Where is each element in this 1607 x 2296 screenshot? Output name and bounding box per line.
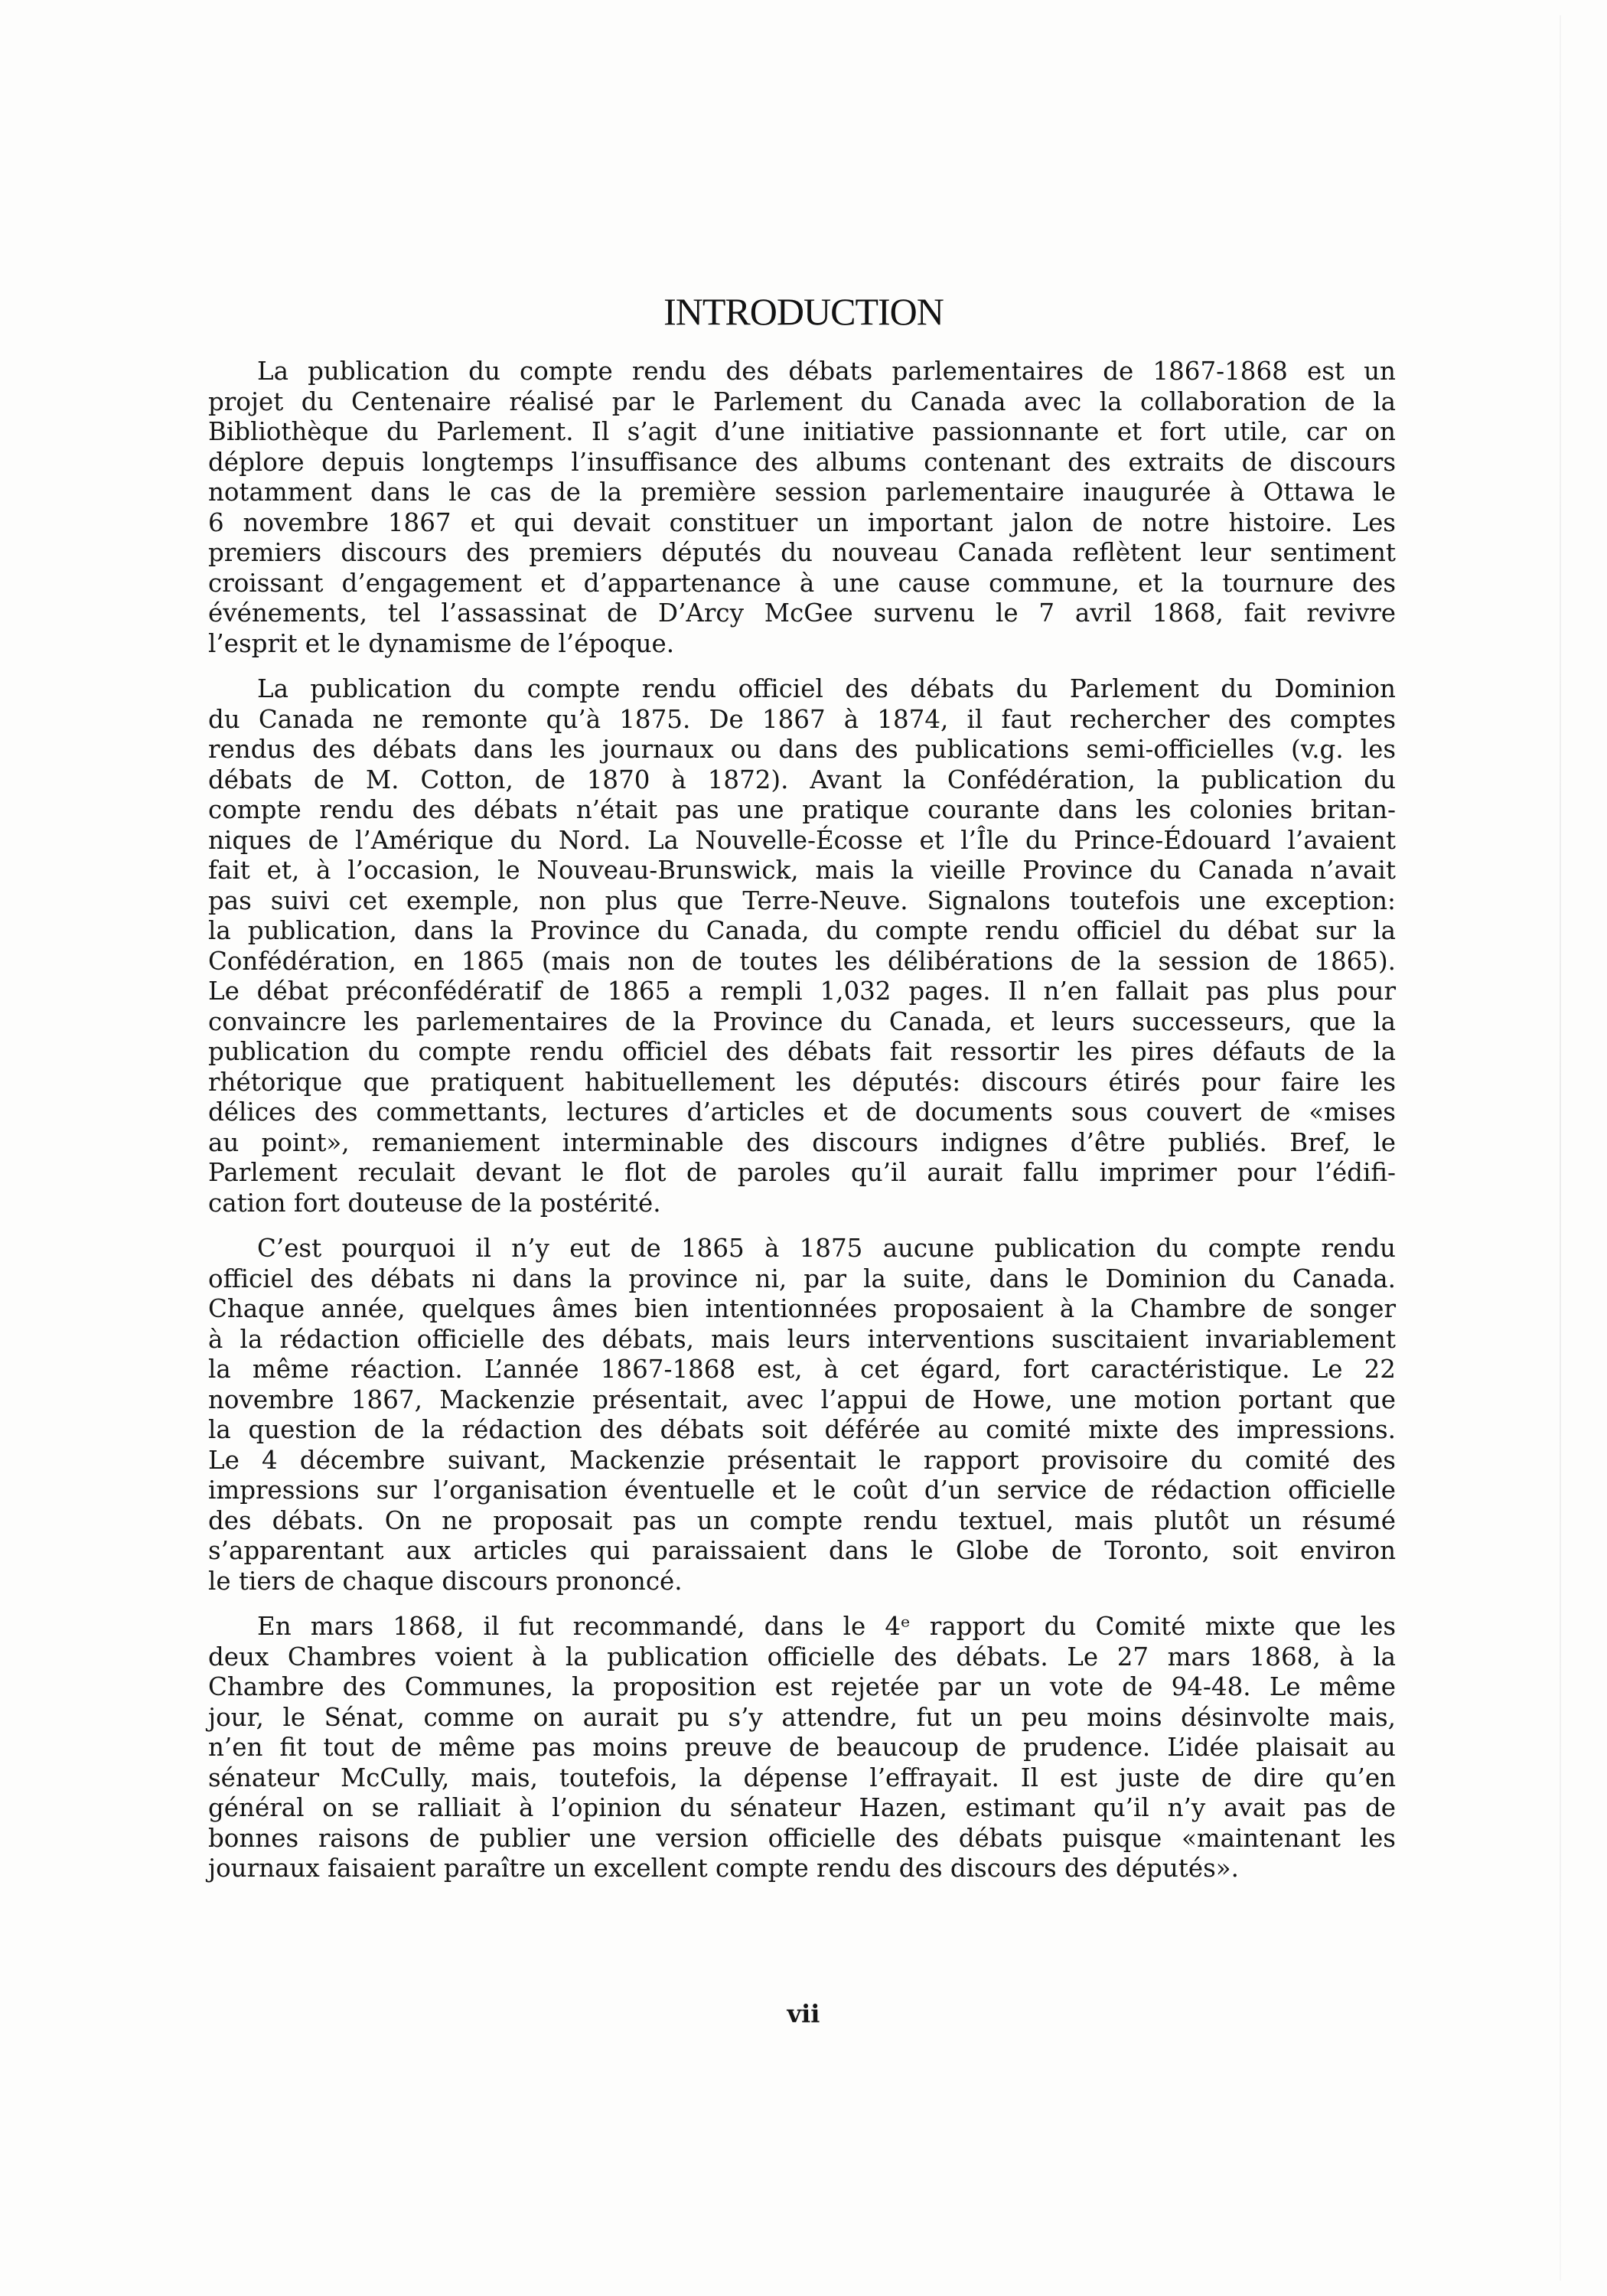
text-line: officiel des débats ni dans la province ni, par la suite, dans le Dominion du Canada. — [208, 1264, 1396, 1293]
body-text — [208, 357, 1396, 1900]
text-line: Chaque année, quelques âmes bien intentionnées proposaient à la Chambre de songer — [208, 1294, 1396, 1323]
text-line: deux Chambres voient à la publication officielle des débats. Le 27 mars 1868, à la — [208, 1642, 1396, 1671]
text-line: Parlement reculait devant le flot de paroles qu’il aurait fallu imprimer pour l’édifi- — [208, 1158, 1396, 1187]
text-line: convaincre les parlementaires de la Province du Canada, et leurs successeurs, que la — [208, 1006, 1396, 1036]
text-line: à la rédaction officielle des débats, mais leurs interventions suscitaient invariablement — [208, 1324, 1396, 1354]
text-line: projet du Centenaire réalisé par le Parlement du Canada avec la collaboration de la — [208, 386, 1396, 416]
text-line: rhétorique que pratiquent habituellement les députés: discours étirés pour faire les — [208, 1067, 1396, 1097]
text-line: général on se ralliait à l’opinion du sénateur Hazen, estimant qu’il n’y avait pas de — [208, 1793, 1396, 1822]
text-line: 6 novembre 1867 et qui devait constituer un important jalon de notre histoire. Les — [208, 507, 1396, 537]
text-line: novembre 1867, Mackenzie présentait, avec l’appui de Howe, une motion portant que — [208, 1384, 1396, 1414]
text-line: l’esprit et le dynamisme de l’époque. — [208, 628, 675, 658]
text-line: bonnes raisons de publier une version officielle des débats puisque «maintenant les — [208, 1823, 1396, 1853]
paragraph-2 — [208, 674, 1396, 1218]
text-line: fait et, à l’occasion, le Nouveau-Brunswick, mais la vieille Province du Canada n’avait — [208, 856, 1396, 885]
text-line: Bibliothèque du Parlement. Il s’agit d’une initiative passionnante et fort utile, car on — [208, 417, 1396, 446]
paragraph-3 — [208, 1234, 1396, 1596]
text-line: la publication, dans la Province du Canada, du compte rendu officiel du débat sur la — [208, 916, 1396, 945]
text-line: Chambre des Communes, la proposition est rejetée par un vote de 94-48. Le même — [208, 1672, 1396, 1701]
text-line: événements, tel l’assassinat de D’Arcy McGee survenu le 7 avril 1868, fait revivre — [208, 598, 1396, 628]
text-line: En mars 1868, il fut recommandé, dans le 4ᵉ rapport du Comité mixte que les — [257, 1612, 1396, 1641]
text-line: croissant d’engagement et d’appartenance à une cause commune, et la tournure des — [208, 568, 1396, 598]
text-line: notamment dans le cas de la première session parlementaire inaugurée à Ottawa le — [208, 478, 1396, 507]
text-line: niques de l’Amérique du Nord. La Nouvelle-Écosse et l’Île du Prince-Édouard l’avaient — [208, 825, 1396, 855]
text-line: rendus des débats dans les journaux ou dans des publications semi-officielles (v.g. les — [208, 735, 1396, 764]
paragraph-4 — [208, 1612, 1396, 1884]
text-line: la même réaction. L’année 1867-1868 est, à cet égard, fort caractéristique. Le 22 — [208, 1355, 1396, 1384]
text-line: s’apparentant aux articles qui paraissaient dans le Globe de Toronto, soit environ — [208, 1536, 1396, 1565]
text-line: sénateur McCully, mais, toutefois, la dépense l’effrayait. Il est juste de dire qu’en — [208, 1763, 1396, 1792]
text-line: Le 4 décembre suivant, Mackenzie présentait le rapport provisoire du comité des — [208, 1445, 1396, 1475]
page-number: vii — [787, 1999, 820, 2028]
page-title: INTRODUCTION — [663, 290, 944, 333]
text-line: pas suivi cet exemple, non plus que Terre-Neuve. Signalons toutefois une exception: — [208, 885, 1396, 915]
text-line: C’est pourquoi il n’y eut de 1865 à 1875 aucune publication du compte rendu — [257, 1234, 1396, 1263]
text-line: déplore depuis longtemps l’insuffisance des albums contenant des extraits de discours — [208, 447, 1396, 477]
text-line: du Canada ne remonte qu’à 1875. De 1867 à 1874, il faut rechercher des comptes — [208, 704, 1396, 734]
text-line: débats de M. Cotton, de 1870 à 1872). Avant la Confédération, la publication du — [208, 765, 1396, 794]
text-line: la question de la rédaction des débats soit déférée au comité mixte des impressions. — [208, 1415, 1396, 1444]
text-line: Confédération, en 1865 (mais non de toutes les délibérations de la session de 1865). — [208, 946, 1396, 976]
text-line: La publication du compte rendu des débats parlementaires de 1867-1868 est un — [257, 357, 1396, 386]
text-line: délices des commettants, lectures d’articles et de documents sous couvert de «mises — [208, 1097, 1396, 1127]
text-line: impressions sur l’organisation éventuelle et le coût d’un service de rédaction officielle — [208, 1476, 1396, 1505]
text-line: compte rendu des débats n’était pas une pratique courante dans les colonies britan- — [208, 795, 1396, 824]
text-line: La publication du compte rendu officiel des débats du Parlement du Dominion — [257, 674, 1396, 703]
text-line: publication du compte rendu officiel des débats fait ressortir les pires défauts de la — [208, 1037, 1396, 1066]
scan-edge-shadow — [1560, 15, 1561, 2281]
text-line: journaux faisaient paraître un excellent compte rendu des discours des députés». — [208, 1854, 1239, 1883]
text-line: premiers discours des premiers députés du nouveau Canada reflètent leur sentiment — [208, 538, 1396, 567]
text-line: jour, le Sénat, comme on aurait pu s’y attendre, fut un peu moins désinvolte mais, — [208, 1702, 1396, 1732]
paragraph-1 — [208, 357, 1396, 659]
text-line: le tiers de chaque discours prononcé. — [208, 1566, 683, 1596]
text-line: des débats. On ne proposait pas un compte rendu textuel, mais plutôt un résumé — [208, 1505, 1396, 1535]
text-line: au point», remaniement interminable des discours indignes d’être publiés. Bref, le — [208, 1127, 1396, 1157]
text-line: Le débat préconfédératif de 1865 a rempli 1,032 pages. Il n’en fallait pas plus pour — [208, 977, 1396, 1006]
text-line: n’en fit tout de même pas moins preuve de beaucoup de prudence. L’idée plaisait au — [208, 1733, 1396, 1762]
text-line: cation fort douteuse de la postérité. — [208, 1188, 661, 1218]
